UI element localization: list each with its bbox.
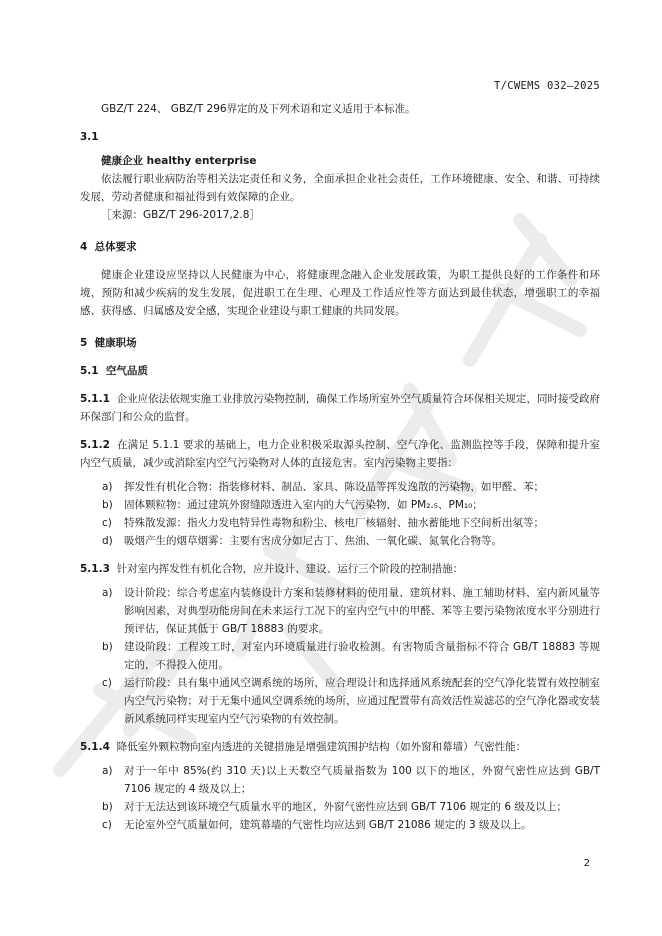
list-text: 对于一年中 85%(约 310 天)以上天数空气质量指数为 100 以下的地区，外窗气密性应达到 GB/T 7106 规定的 4 级及以上；	[124, 765, 600, 795]
list-text: 运行阶段：具有集中通风空调系统的场所，应合理设计和选择通风系统配套的空气净化装置有效控制室内空气污染物；对于无集中通风空调系统的场所，应通过配置带有高效活性炭滤芯的空气净化器或安装新风系统同样实现室内空气污染物的有效控制。	[124, 677, 600, 725]
section-5-1-number: 5.1	[80, 365, 99, 377]
section-4-paragraph: 健康企业建设应坚持以人民健康为中心，将健康理念融入企业发展政策，为职工提供良好的工作条件和环境，预防和减少疾病的发生发展，促进职工在生理、心理及工作适应性等方面达到最佳状态，增强职工的幸福感、获得感、归属感及安全感，实现企业建设与职工健康的共同发展。	[80, 269, 600, 317]
list-text: 设计阶段：综合考虑室内装修设计方案和装修材料的使用量、建筑材料、施工辅助材料、室内新风量等影响因素，对典型功能房间在未来运行工况下的室内空气中的甲醛、苯等主要污染物浓度水平分别进行预评估，保证其低于 GB/T 18883 的要求。	[124, 587, 600, 635]
section-5-heading	[80, 334, 600, 352]
clause-5-1-3	[80, 560, 600, 578]
list-text: 无论室外空气质量如何，建筑幕墙的气密性均应达到 GB/T 21086 规定的 3 级及以上。	[124, 819, 532, 831]
list-marker: a)	[102, 587, 113, 599]
list-item	[102, 816, 600, 834]
list-marker: a)	[102, 765, 113, 777]
list-item	[102, 584, 600, 638]
list-item	[102, 798, 600, 816]
section-5-1-title: 空气品质	[105, 365, 148, 377]
document-code: T/CWEMS 032—2025	[494, 80, 600, 92]
clause-5-1-4-text: 降低室外颗粒物向室内透进的关键措施是增强建筑围护结构（如外窗和幕墙）气密性能：	[116, 741, 527, 753]
term-definition: 依法履行职业病防治等相关法定责任和义务，全面承担企业社会责任，工作环境健康、安全、和谐、可持续发展，劳动者健康和福祉得到有效保障的企业。	[80, 173, 600, 203]
section-5-number: 5	[80, 337, 88, 349]
clause-5-1-3-number: 5.1.3	[80, 563, 110, 575]
section-5-title: 健康职场	[94, 337, 137, 349]
term-title: 健康企业 healthy enterprise	[101, 155, 257, 167]
list-text: 特殊散发源：指火力发电特异性毒物和粉尘、核电厂核辐射、抽水蓄能地下空间析出氡等；	[124, 517, 544, 529]
list-marker: c)	[102, 819, 112, 831]
list-item	[102, 514, 600, 532]
list-item	[102, 478, 600, 496]
list-text: 挥发性有机化合物：指装修材料、制品、家具、陈设品等挥发逸散的污染物，如甲醛、苯；	[124, 481, 544, 493]
list-marker: b)	[102, 801, 113, 813]
list-item	[102, 674, 600, 728]
page-content	[80, 100, 600, 834]
clause-5-1-4-number: 5.1.4	[80, 741, 110, 753]
list-item	[102, 762, 600, 798]
clause-5-1-1-text: 企业应依法依规实施工业排放污染物控制，确保工作场所室外空气质量符合环保相关规定，同时接受政府环保部门和公众的监督。	[80, 393, 600, 423]
term-source: ［来源：GBZ/T 296-2017,2.8］	[101, 209, 260, 221]
clause-5-1-1-number: 5.1.1	[80, 393, 110, 405]
clause-5-1-2-text: 在满足 5.1.1 要求的基础上，电力企业积极采取源头控制、空气净化、监测监控等手段，保障和提升室内空气质量，减少或消除室内空气污染物对人体的直接危害。室内污染物主要指：	[80, 439, 600, 469]
section-5-1-heading	[80, 362, 600, 380]
list-marker: a)	[102, 481, 113, 493]
list-text: 固体颗粒物：通过建筑外窗缝隙透进入室内的大气污染物，如 PM₂.₅、PM₁₀；	[124, 499, 483, 511]
list-marker: c)	[102, 517, 112, 529]
list-item	[102, 532, 600, 550]
list-text: 吸烟产生的烟草烟雾：主要有害成分如尼古丁、焦油、一氧化碳、氮氧化合物等。	[124, 535, 502, 547]
list-item	[102, 638, 600, 674]
clause-5-1-4	[80, 738, 600, 756]
clause-5-1-1	[80, 390, 600, 426]
list-marker: b)	[102, 499, 113, 511]
intro-paragraph: GBZ/T 224、 GBZ/T 296界定的及下列术语和定义适用于本标准。	[101, 103, 416, 115]
page-number: 2	[583, 858, 590, 869]
list-marker: c)	[102, 677, 112, 689]
clause-5-1-2-number: 5.1.2	[80, 439, 110, 451]
list-marker: b)	[102, 641, 113, 653]
section-4-heading	[80, 238, 600, 256]
list-text: 建设阶段：工程竣工时，对室内环境质量进行验收检测。有害物质含量指标不符合 GB/T 18883 等规定的，不得投入使用。	[124, 641, 600, 671]
list-item	[102, 496, 600, 514]
list-text: 对于无法达到该环境空气质量水平的地区，外窗气密性应达到 GB/T 7106 规定的 6 级及以上；	[124, 801, 567, 813]
section-4-title: 总体要求	[94, 241, 137, 253]
clause-5-1-2	[80, 436, 600, 472]
list-marker: d)	[102, 535, 113, 547]
term-number: 3.1	[80, 131, 99, 143]
section-4-number: 4	[80, 241, 88, 253]
clause-5-1-3-text: 针对室内挥发性有机化合物，应并设计、建设、运行三个阶段的控制措施：	[116, 563, 464, 575]
